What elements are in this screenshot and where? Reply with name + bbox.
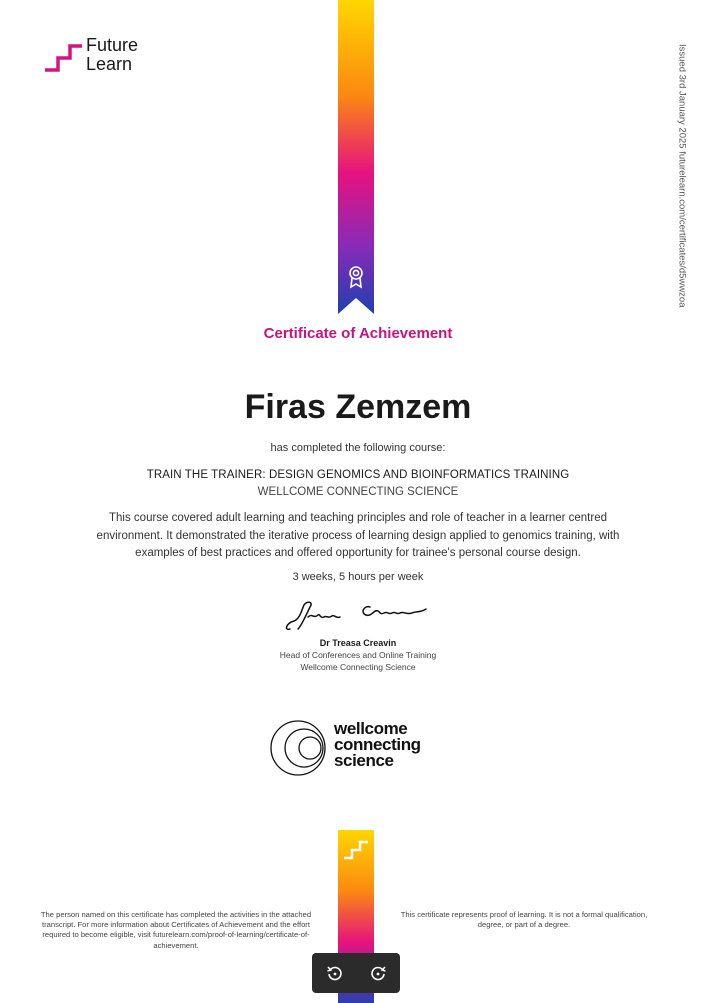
rotate-left-button[interactable] [323,961,347,985]
completion-text: has completed the following course: [270,442,446,454]
issue-date-url: Issued 3rd January 2025 futurelearn.com/certificates/d5wwzoa [676,44,688,308]
signature [280,595,440,635]
top-ribbon [338,0,374,314]
logo-word-connecting: connecting [334,735,421,754]
course-title: TRAIN THE TRAINER: DESIGN GENOMICS AND BIOINFORMATICS TRAINING [146,469,570,481]
signatory-name: Dr Treasa Creavin [319,638,397,648]
futurelearn-logo [44,36,154,76]
footer-note-left: The person named on this certificate has completed the activities in the attached transcript. For more information about Certificates of Achievement and the effort required to become eligible, visit futurelearn.com/proof-of-learning/certificate-of-achievement. [40,910,312,950]
logo-word-future: Future [86,35,139,55]
signatory-organisation: Wellcome Connecting Science [300,662,416,672]
rotate-right-icon [366,961,390,985]
wellcome-connecting-science-logo [268,718,448,778]
rotate-toolbar [312,953,400,993]
course-description: This course covered adult learning and teaching principles and role of teacher in a learner centred environment. It demonstrated the iterative process of learning design applied to genomics training, with examples of best practices and offered opportunity for trainee's personal course design. [96,512,620,559]
course-organisation: WELLCOME CONNECTING SCIENCE [257,486,459,498]
signatory-role: Head of Conferences and Online Training [279,650,437,660]
rotate-right-button[interactable] [366,961,390,985]
logo-word-learn: Learn [86,54,133,74]
learner-name: Firas Zemzem [244,388,472,426]
futurelearn-steps-icon [44,36,84,76]
footer-note-right: This certificate represents proof of learning. It is not a formal qualification, degree, or part of a degree. [400,910,648,930]
logo-word-wellcome: wellcome [334,719,408,738]
logo-word-science: science [334,751,394,770]
course-duration: 3 weeks, 5 hours per week [292,571,424,583]
rotate-left-icon [323,961,347,985]
certificate-title: Certificate of Achievement [263,325,453,342]
wellcome-circles-icon [268,718,328,778]
